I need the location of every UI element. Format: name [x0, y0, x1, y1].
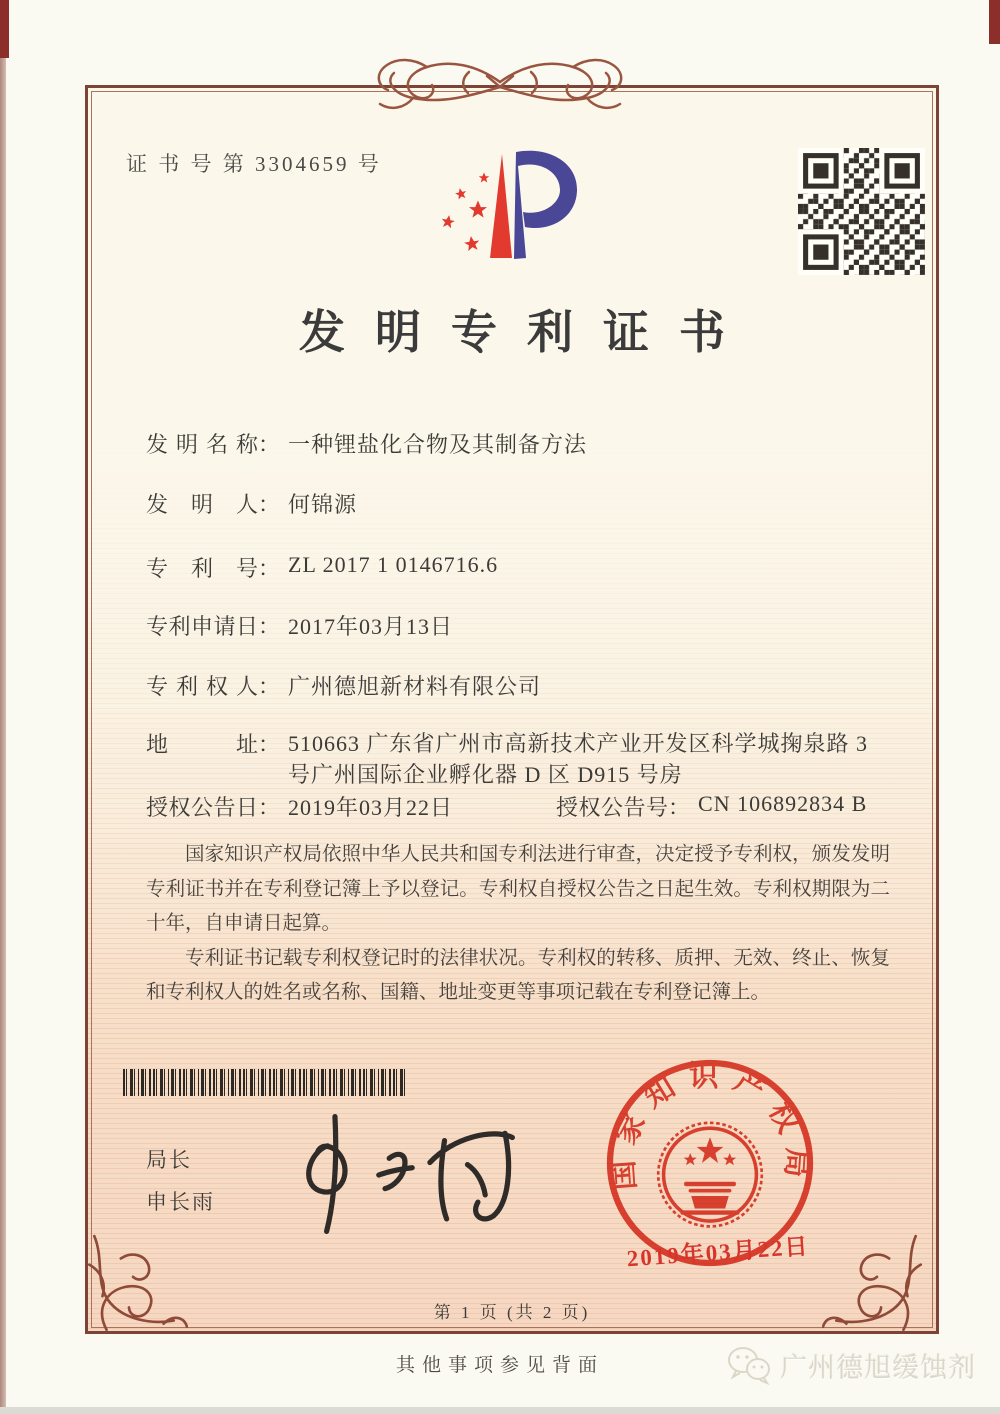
- legal-paragraph-2: 专利证书记载专利权登记时的法律状况。专利权的转移、质押、无效、终止、恢复和专利权人的姓名或名称、国籍、地址变更等事项记载在专利登记簿上。: [146, 947, 890, 1003]
- wechat-icon: [726, 1344, 774, 1386]
- grant-date-pair: [146, 791, 454, 820]
- field-value: 2017年03月13日: [288, 614, 454, 639]
- field-label: 专利申请日: [146, 614, 258, 639]
- qr-code: [798, 148, 925, 275]
- grant-number-pair: [556, 791, 867, 822]
- wechat-watermark: [726, 1344, 976, 1386]
- barcode: [123, 1069, 405, 1096]
- field-patentee: [146, 670, 541, 701]
- director-signature-script: [288, 1104, 528, 1244]
- field-patent-number: [146, 552, 498, 583]
- field-value: CN 106892834 B: [698, 791, 868, 816]
- patent-office-logo: [428, 146, 608, 286]
- field-colon: ：: [668, 795, 691, 820]
- logo-red-wedge: [490, 154, 512, 258]
- field-address: [146, 728, 888, 790]
- field-value: 一种锂盐化合物及其制备方法: [288, 432, 588, 457]
- field-colon: ：: [258, 492, 281, 517]
- director-title-label: 局长: [146, 1148, 192, 1172]
- field-label: 专利权人: [146, 674, 258, 699]
- field-colon: ：: [258, 614, 281, 639]
- field-value: 广州德旭新材料有限公司: [288, 674, 542, 699]
- field-label: 发明名称: [146, 432, 258, 457]
- scan-edge-bottom: [0, 1407, 1000, 1414]
- scan-corner-mark-top-right: [989, 0, 1000, 44]
- field-colon: ：: [258, 556, 281, 581]
- legal-paragraph-1: 国家知识产权局依照中华人民共和国专利法进行审查，决定授予专利权，颁发发明专利证书并在专利登记簿上予以登记。专利权自授权公告之日起生效。专利权期限为二十年，自申请日起算。: [146, 844, 890, 934]
- frame-corner-ornament-bottom-left: [76, 1230, 188, 1342]
- frame-top-ornament: [335, 52, 665, 118]
- field-value: 510663 广东省广州市高新技术产业开发区科学城掬泉路 3 号广州国际企业孵化器 D 区 D915 号房: [288, 731, 869, 787]
- certificate-number: 证 书 号 第 3304659 号: [126, 152, 382, 176]
- field-colon: ：: [258, 732, 281, 757]
- field-colon: ：: [258, 432, 281, 457]
- field-grant-row: [146, 791, 868, 822]
- logo-blue-p: [514, 151, 577, 259]
- field-invention-name: [146, 428, 587, 459]
- seal-org-text: 国家知识产权局: [606, 1061, 814, 1191]
- field-label: 授权公告日: [146, 795, 258, 820]
- field-application-date: [146, 610, 453, 641]
- logo-stars: [440, 173, 489, 252]
- field-label: 专利号: [146, 556, 258, 581]
- field-value: ZL 2017 1 0146716.6: [288, 552, 499, 577]
- field-label: 地址: [146, 732, 258, 757]
- field-label: 授权公告号: [556, 795, 668, 820]
- watermark-text: 广州德旭缓蚀剂: [780, 1352, 976, 1383]
- field-colon: ：: [258, 674, 281, 699]
- seal-national-emblem: [658, 1123, 762, 1227]
- certificate-title: 发明专利证书: [299, 307, 755, 358]
- svg-text:国家知识产权局: [606, 1060, 813, 1191]
- field-inventor: [146, 488, 357, 519]
- seal-date: 2019年03月22日: [625, 1233, 811, 1272]
- field-value: 2019年03月22日: [288, 795, 454, 820]
- scan-corner-mark-top-left: [0, 0, 9, 58]
- field-value: 何锦源: [288, 492, 358, 517]
- scan-edge-left: [0, 0, 6, 1414]
- footer-note: 其他事项参见背面: [395, 1355, 604, 1376]
- field-label: 发明人: [146, 492, 258, 517]
- certificate-frame: [85, 85, 939, 1334]
- field-colon: ：: [258, 795, 281, 820]
- page-number: 第 1 页 (共 2 页): [433, 1303, 591, 1322]
- legal-text: [146, 838, 890, 1011]
- director-name-label: 申长雨: [146, 1190, 215, 1214]
